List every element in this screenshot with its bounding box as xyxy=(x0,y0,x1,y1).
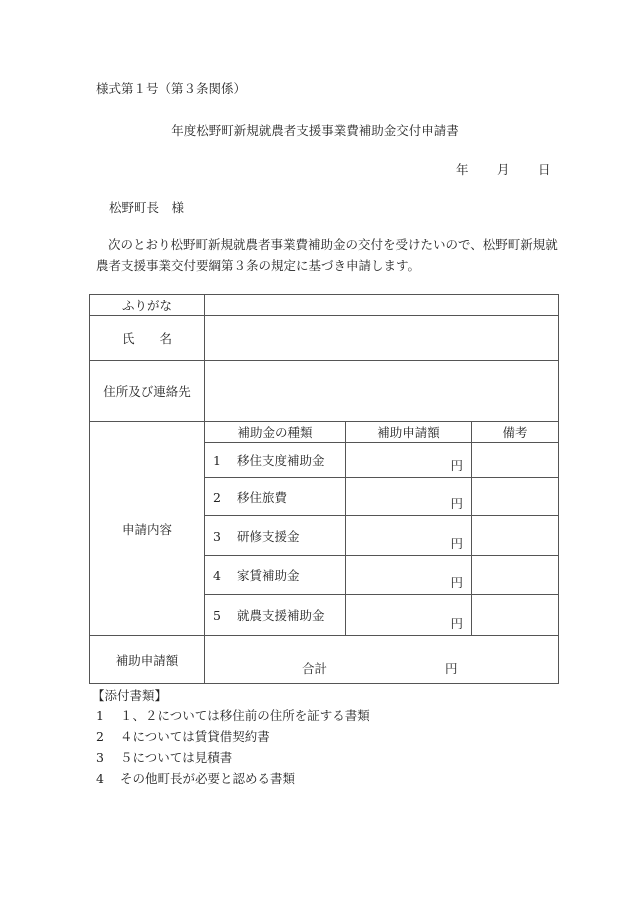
date-month: 月 xyxy=(497,162,510,177)
furigana-label: ふりがな xyxy=(90,295,205,316)
name-label: 氏 名 xyxy=(90,316,205,361)
furigana-field[interactable] xyxy=(205,295,559,316)
item-type: 4 家賃補助金 xyxy=(205,556,346,595)
date-year: 年 xyxy=(456,162,469,177)
remarks-field[interactable] xyxy=(472,443,559,478)
attachments-heading: 【添付書類】 xyxy=(92,688,168,703)
remarks-field[interactable] xyxy=(472,595,559,636)
remarks-field[interactable] xyxy=(472,556,559,595)
attachment-item: 1 １、２については移住前の住所を証する書類 xyxy=(96,708,370,723)
name-field[interactable] xyxy=(205,316,559,361)
address-label: 住所及び連絡先 xyxy=(90,361,205,422)
col-header-type: 補助金の種類 xyxy=(205,422,346,443)
application-label: 申請内容 xyxy=(90,422,205,636)
attachment-item: 4 その他町長が必要と認める書類 xyxy=(96,771,296,786)
remarks-field[interactable] xyxy=(472,478,559,516)
col-header-remarks: 備考 xyxy=(472,422,559,443)
date-day: 日 xyxy=(538,162,551,177)
document-title: 年度松野町新規就農者支援事業費補助金交付申請書 xyxy=(171,123,459,138)
amount-field[interactable]: 円 xyxy=(346,556,472,595)
item-type: 2 移住旅費 xyxy=(205,478,346,516)
amount-field[interactable]: 円 xyxy=(346,443,472,478)
address-field[interactable] xyxy=(205,361,559,422)
attachment-item: 2 ４については賃貸借契約書 xyxy=(96,729,270,744)
body-text: 次のとおり松野町新規就農者事業費補助金の交付を受けたいので、松野町新規就農者支援事業交付要綱第３条の規定に基づき申請します。 xyxy=(96,237,558,273)
application-table xyxy=(89,294,559,684)
item-type: 1 移住支度補助金 xyxy=(205,443,346,478)
total-row-label: 補助申請額 xyxy=(90,636,205,684)
item-type: 5 就農支援補助金 xyxy=(205,595,346,636)
form-number: 様式第１号（第３条関係） xyxy=(96,81,247,96)
amount-field[interactable]: 円 xyxy=(346,478,472,516)
remarks-field[interactable] xyxy=(472,516,559,556)
item-type: 3 研修支援金 xyxy=(205,516,346,556)
amount-field[interactable]: 円 xyxy=(346,516,472,556)
total-field[interactable] xyxy=(205,636,559,684)
addressee: 松野町長 様 xyxy=(109,200,185,215)
total-yen: 円 xyxy=(445,661,458,676)
col-header-amount: 補助申請額 xyxy=(346,422,472,443)
attachment-item: 3 ５については見積書 xyxy=(96,750,233,765)
amount-field[interactable]: 円 xyxy=(346,595,472,636)
total-label: 合計 xyxy=(302,661,328,676)
